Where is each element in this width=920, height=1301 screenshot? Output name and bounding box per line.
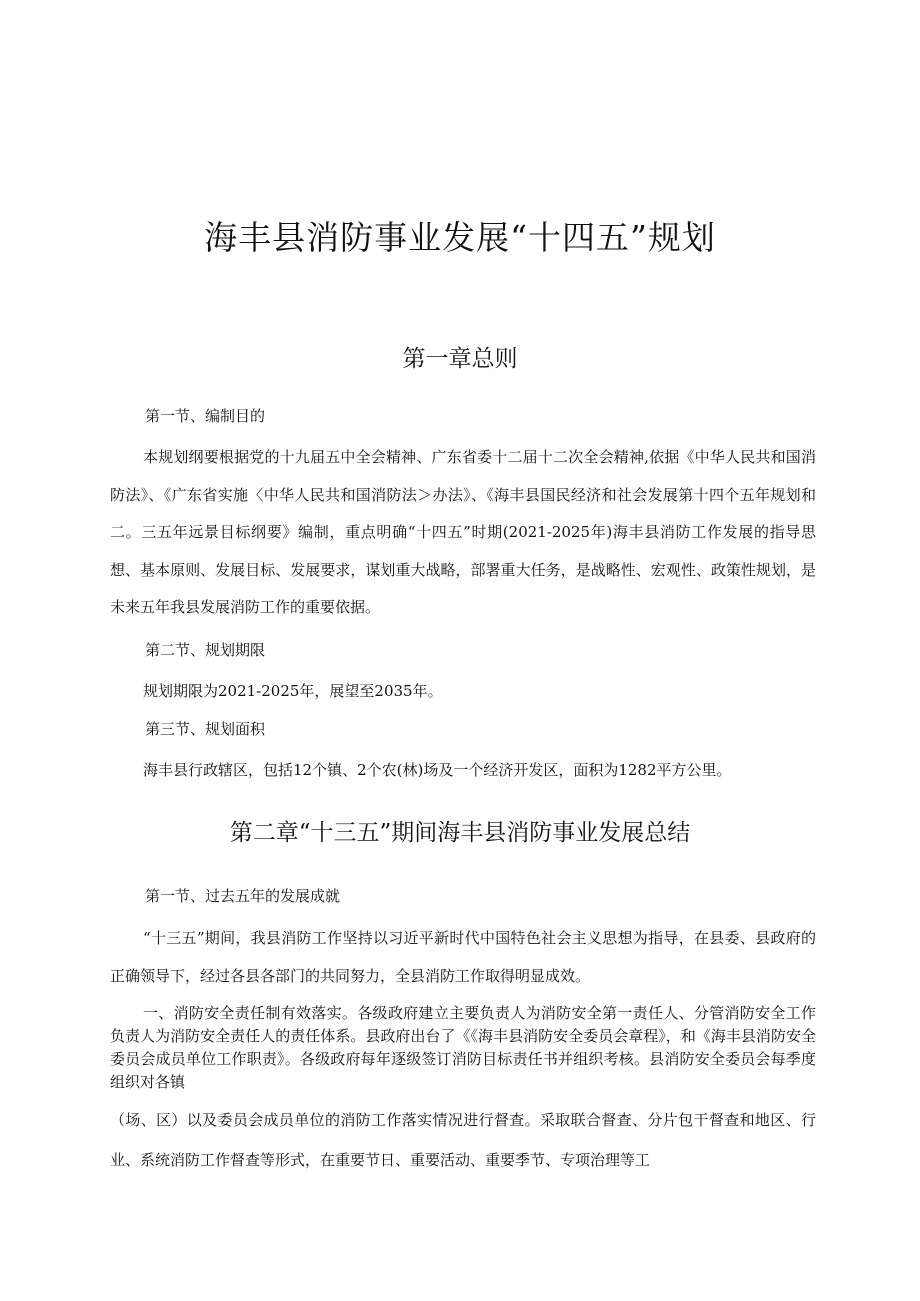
chapter-2-heading: 第二章“十三五”期间海丰县消防事业发展总结 (229, 820, 691, 846)
chapter-1-section-2-paragraph: 规划期限为2021-2025年，展望至2035年。 (143, 682, 443, 700)
chapter-1-section-3-heading: 第三节、规划面积 (145, 720, 266, 738)
document-title: 海丰县消防事业发展“十四五”规划 (204, 218, 716, 257)
chapter-2-section-1-heading: 第一节、过去五年的发展成就 (145, 887, 341, 905)
chapter-1-section-1-paragraph: 本规划纲要根据党的十九届五中全会精神、广东省委十二届十二次全会精神,依据《中华人民共和国消防法》、《广东省实施〈中华人民共和国消防法＞办法》、《海丰县国民经济和社会发展第十四个五年规划和二。三五年远景目标纲要》编制，重点明确“十四五”时期(2021-2025年)海丰县消防工作发展的指导思想、基本原则、发展目标、发展要求，谋划重大战略，部署重大任务，是战略性、宏观性、政策性规划，是未来五年我县发展消防工作的重要依据。 (110, 448, 816, 616)
chapter-1-section-1-heading: 第一节、编制目的 (145, 407, 266, 425)
chapter-1-section-3-paragraph: 海丰县行政辖区，包括12个镇、2个农(林)场及一个经济开发区，面积为1282平方公里。 (143, 761, 732, 779)
chapter-2-section-1-paragraph-1: “十三五”期间，我县消防工作坚持以习近平新时代中国特色社会主义思想为指导，在县委、县政府的正确领导下，经过各县各部门的共同努力，全县消防工作取得明显成效。 (110, 929, 816, 985)
chapter-1-section-2-heading: 第二节、规划期限 (145, 641, 266, 659)
chapter-2-section-1-paragraph-2: 一、消防安全责任制有效落实。各级政府建立主要负责人为消防安全第一责任人、分管消防安全工作负责人为消防安全责任人的责任体系。县政府出台了《《海丰县消防安全委员会章程》，和《海丰县消防安全委员会成员单位工作职责》。各级政府每年逐级签订消防目标责任书并组织考核。县消防安全委员会每季度组织对各镇 (110, 1004, 816, 1091)
chapter-2-section-1-paragraph-3: （场、区）以及委员会成员单位的消防工作落实情况进行督查。采取联合督查、分片包干督查和地区、行业、系统消防工作督查等形式，在重要节日、重要活动、重要季节、专项治理等工 (110, 1111, 816, 1169)
chapter-1-heading: 第一章总则 (402, 346, 518, 372)
